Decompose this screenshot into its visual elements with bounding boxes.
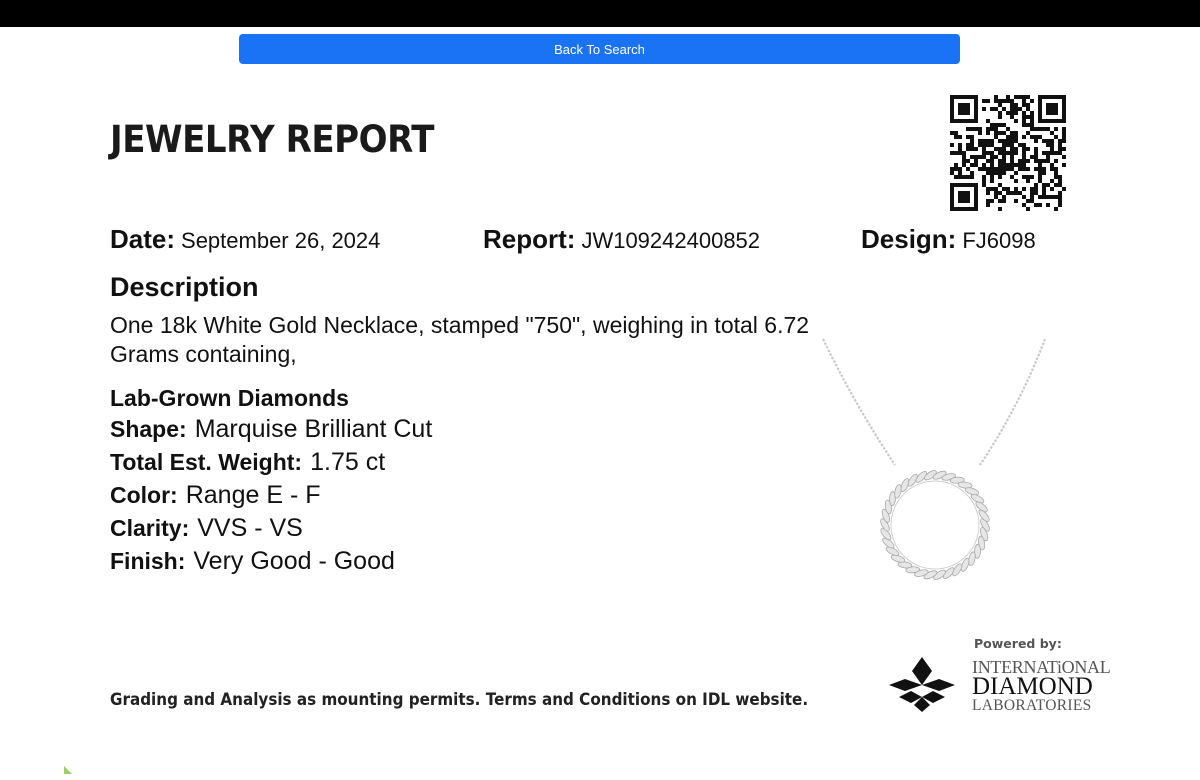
description-text: One 18k White Gold Necklace, stamped "750", weighing in total 6.72 Grams containing, — [110, 312, 810, 367]
necklace-photo — [815, 335, 1055, 585]
spec-value: Range E - F — [185, 481, 321, 509]
page-title: JEWELRY REPORT — [110, 118, 435, 161]
report-design — [861, 224, 1036, 255]
spec-value: Marquise Brilliant Cut — [194, 415, 433, 443]
design-value: FJ6098 — [962, 228, 1036, 253]
idl-logo-icon — [887, 655, 957, 713]
lab-name-line2: DIAMOND — [972, 673, 1093, 700]
spec-value: VVS - VS — [197, 514, 303, 542]
lab-name-line3: LABORATORIES — [972, 697, 1092, 714]
powered-by-label: Powered by: — [974, 636, 1062, 651]
spec-label: Clarity: — [110, 515, 190, 541]
spec-color — [110, 481, 321, 510]
spec-label: Total Est. Weight: — [110, 449, 303, 475]
lab-name-line1: INTERNATiONAL — [972, 657, 1111, 677]
spec-value: 1.75 ct — [310, 448, 386, 476]
date-label: Date: — [110, 224, 176, 254]
back-to-search-button[interactable]: Back To Search — [239, 34, 960, 64]
report-number — [483, 224, 760, 255]
corner-mark — [64, 766, 72, 774]
spec-finish — [110, 547, 395, 576]
spec-clarity — [110, 514, 303, 543]
spec-value: Very Good - Good — [193, 547, 395, 575]
report-label: Report: — [483, 224, 576, 254]
date-value: September 26, 2024 — [181, 228, 381, 253]
spec-label: Color: — [110, 482, 178, 508]
report-date — [110, 224, 380, 255]
spec-label: Shape: — [110, 416, 187, 442]
design-label: Design: — [861, 224, 957, 254]
top-bar — [0, 0, 1200, 27]
spec-shape — [110, 415, 432, 444]
description-heading: Description — [110, 272, 259, 302]
spec-label: Finish: — [110, 548, 186, 574]
report-value: JW109242400852 — [581, 228, 761, 253]
spec-weight — [110, 448, 385, 477]
stones-heading: Lab-Grown Diamonds — [110, 385, 349, 411]
qr-code-icon — [950, 95, 1066, 211]
terms-text: Grading and Analysis as mounting permits. Terms and Conditions on IDL website. — [110, 690, 809, 709]
